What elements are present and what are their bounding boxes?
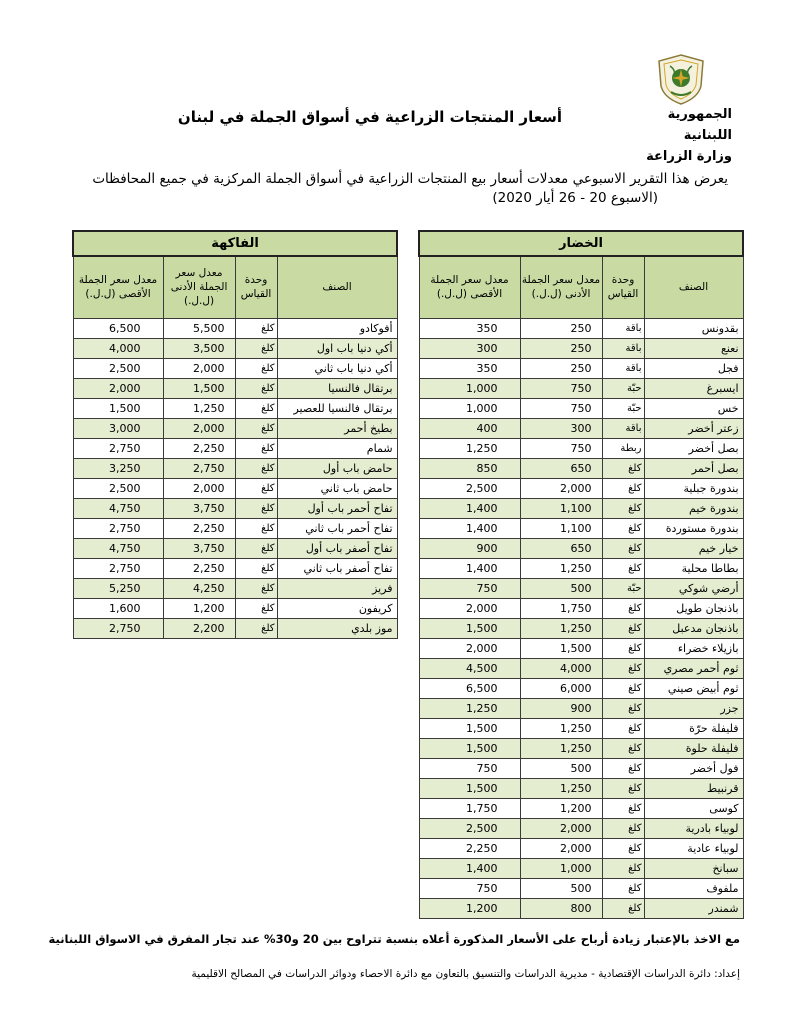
vegetable-row — [419, 458, 743, 478]
vegetable-row — [419, 338, 743, 358]
item-name: خيار خيم — [644, 538, 743, 558]
max-price: 1,600 — [73, 598, 163, 618]
max-price: 750 — [419, 758, 520, 778]
max-price: 750 — [419, 578, 520, 598]
item-name: أكي دنيا باب اول — [277, 338, 397, 358]
vegetable-row — [419, 518, 743, 538]
item-unit: كلغ — [602, 498, 644, 518]
vegetable-row — [419, 558, 743, 578]
item-unit: كلغ — [235, 358, 277, 378]
min-price: 1,250 — [520, 618, 602, 638]
item-name: نعنع — [644, 338, 743, 358]
item-unit: كلغ — [235, 458, 277, 478]
item-unit: كلغ — [602, 738, 644, 758]
max-price: 2,000 — [419, 598, 520, 618]
max-price: 2,500 — [73, 478, 163, 498]
max-price: 4,750 — [73, 498, 163, 518]
item-unit: كلغ — [235, 518, 277, 538]
min-price: 500 — [520, 878, 602, 898]
vegetable-row — [419, 638, 743, 658]
item-name: بطاطا محلية — [644, 558, 743, 578]
vegetable-row — [419, 658, 743, 678]
item-unit: كلغ — [235, 418, 277, 438]
min-price: 2,000 — [163, 478, 235, 498]
min-price: 800 — [520, 898, 602, 918]
max-price: 4,000 — [73, 338, 163, 358]
item-name: بصل أحمر — [644, 458, 743, 478]
item-name: ثوم أبيض صيني — [644, 678, 743, 698]
item-name: أرضي شوكي — [644, 578, 743, 598]
max-price: 1,250 — [419, 438, 520, 458]
item-unit: حبّة — [602, 378, 644, 398]
vegetable-row — [419, 758, 743, 778]
item-unit: كلغ — [602, 898, 644, 918]
item-unit: كلغ — [602, 718, 644, 738]
ministry-title: وزارة الزراعة — [646, 149, 732, 164]
max-price: 6,500 — [73, 318, 163, 338]
vegetable-row — [419, 818, 743, 838]
item-name: بطيخ أحمر — [277, 418, 397, 438]
max-price: 900 — [419, 538, 520, 558]
vegetable-row — [419, 358, 743, 378]
item-name: تفاح أصفر باب ثاني — [277, 558, 397, 578]
item-name: ثوم أحمر مصري — [644, 658, 743, 678]
fruit-row — [73, 618, 397, 638]
max-price: 3,250 — [73, 458, 163, 478]
max-price: 350 — [419, 358, 520, 378]
item-unit: كلغ — [235, 438, 277, 458]
fruit-row — [73, 378, 397, 398]
min-price: 1,200 — [163, 598, 235, 618]
item-name: بندورة خيم — [644, 498, 743, 518]
item-unit: كلغ — [602, 458, 644, 478]
item-name: أفوكادو — [277, 318, 397, 338]
min-price: 1,200 — [520, 798, 602, 818]
max-price: 2,500 — [73, 358, 163, 378]
fruit-row — [73, 478, 397, 498]
vegetable-row — [419, 438, 743, 458]
min-price: 2,000 — [520, 818, 602, 838]
min-price: 4,250 — [163, 578, 235, 598]
max-price: 2,750 — [73, 518, 163, 538]
max-price: 6,500 — [419, 678, 520, 698]
item-name: لوبياء بادرية — [644, 818, 743, 838]
min-price: 250 — [520, 358, 602, 378]
min-price: 3,500 — [163, 338, 235, 358]
max-price: 2,750 — [73, 558, 163, 578]
item-unit: كلغ — [235, 498, 277, 518]
max-price: 2,000 — [73, 378, 163, 398]
max-price: 1,400 — [419, 518, 520, 538]
item-name: بندورة مستوردة — [644, 518, 743, 538]
max-price: 750 — [419, 878, 520, 898]
min-price: 1,500 — [520, 638, 602, 658]
fruit-row — [73, 438, 397, 458]
item-name: باذنجان طويل — [644, 598, 743, 618]
item-name: كريفون — [277, 598, 397, 618]
max-price: 1,500 — [419, 618, 520, 638]
min-price: 1,500 — [163, 378, 235, 398]
item-unit: كلغ — [602, 598, 644, 618]
min-price: 1,750 — [520, 598, 602, 618]
intro-text: يعرض هذا التقرير الاسبوعي معدلات أسعار بيع المنتجات الزراعية في أسواق الجملة المركزية في جميع المحافظات — [92, 171, 728, 187]
fruit-row — [73, 498, 397, 518]
max-price: 3,000 — [73, 418, 163, 438]
max-price: 4,500 — [419, 658, 520, 678]
max-price: 300 — [419, 338, 520, 358]
item-unit: كلغ — [602, 758, 644, 778]
max-price: 1,500 — [419, 718, 520, 738]
max-price: 1,500 — [73, 398, 163, 418]
item-name: برتقال فالنسيا — [277, 378, 397, 398]
column-header-item: الصنف — [644, 256, 743, 318]
item-unit: كلغ — [235, 398, 277, 418]
fruit-row — [73, 418, 397, 438]
min-price: 1,250 — [520, 718, 602, 738]
retail-margin-note: مع الاخذ بالإعتبار زيادة أرباح على الأسعار المذكورة أعلاه بنسبة تتراوح بين 20 و30% عند تجار المفرق في الاسواق اللبنانية — [48, 932, 740, 946]
fruit-row — [73, 578, 397, 598]
item-name: بندورة جبلية — [644, 478, 743, 498]
vegetable-row — [419, 838, 743, 858]
item-name: حامض باب ثاني — [277, 478, 397, 498]
item-unit: كلغ — [602, 878, 644, 898]
item-unit: كلغ — [235, 538, 277, 558]
max-price: 2,750 — [73, 618, 163, 638]
min-price: 2,000 — [520, 478, 602, 498]
fruit-row — [73, 338, 397, 358]
item-unit: ربطة — [602, 438, 644, 458]
vegetable-row — [419, 318, 743, 338]
max-price: 1,400 — [419, 558, 520, 578]
min-price: 1,100 — [520, 518, 602, 538]
item-unit: كلغ — [602, 638, 644, 658]
min-price: 1,250 — [520, 558, 602, 578]
item-unit: كلغ — [235, 338, 277, 358]
vegetable-row — [419, 698, 743, 718]
vegetable-row — [419, 578, 743, 598]
item-name: بازيلاء خضراء — [644, 638, 743, 658]
min-price: 750 — [520, 378, 602, 398]
column-header-min: معدل سعر الجملة الأدنى (ل.ل.) — [520, 256, 602, 318]
item-unit: كلغ — [602, 658, 644, 678]
vegetable-row — [419, 478, 743, 498]
item-name: باذنجان مدعبل — [644, 618, 743, 638]
min-price: 3,750 — [163, 498, 235, 518]
item-name: بقدونس — [644, 318, 743, 338]
item-unit: كلغ — [235, 478, 277, 498]
max-price: 2,500 — [419, 818, 520, 838]
fruit-row — [73, 518, 397, 538]
item-unit: كلغ — [235, 598, 277, 618]
fruit-row — [73, 398, 397, 418]
vegetables-title: الخضار — [419, 231, 743, 256]
vegetable-row — [419, 538, 743, 558]
item-unit: كلغ — [602, 818, 644, 838]
item-name: كوسى — [644, 798, 743, 818]
column-header-max: معدل سعر الجملة الأقصى (ل.ل.) — [419, 256, 520, 318]
report-week: (الاسبوع 20 - 26 أيار 2020) — [492, 190, 658, 206]
min-price: 650 — [520, 538, 602, 558]
min-price: 500 — [520, 758, 602, 778]
item-unit: كلغ — [235, 578, 277, 598]
min-price: 750 — [520, 438, 602, 458]
min-price: 1,000 — [520, 858, 602, 878]
max-price: 1,000 — [419, 398, 520, 418]
item-unit: كلغ — [602, 538, 644, 558]
min-price: 1,250 — [520, 778, 602, 798]
vegetable-row — [419, 858, 743, 878]
vegetable-row — [419, 618, 743, 638]
item-unit: حبّة — [602, 398, 644, 418]
min-price: 2,000 — [163, 418, 235, 438]
min-price: 500 — [520, 578, 602, 598]
column-header-min: معدل سعر الجملة الأدنى (ل.ل.) — [163, 256, 235, 318]
item-name: شمندر — [644, 898, 743, 918]
item-name: تفاح أحمر باب ثاني — [277, 518, 397, 538]
item-unit: باقة — [602, 338, 644, 358]
vegetable-row — [419, 718, 743, 738]
vegetable-row — [419, 738, 743, 758]
vegetable-row — [419, 598, 743, 618]
max-price: 2,250 — [419, 838, 520, 858]
max-price: 1,200 — [419, 898, 520, 918]
column-header-max: معدل سعر الجملة الأقصى (ل.ل.) — [73, 256, 163, 318]
item-unit: كلغ — [602, 618, 644, 638]
max-price: 1,250 — [419, 698, 520, 718]
fruit-row — [73, 558, 397, 578]
vegetable-row — [419, 398, 743, 418]
column-header-item: الصنف — [277, 256, 397, 318]
item-unit: كلغ — [602, 518, 644, 538]
item-name: بصل أخضر — [644, 438, 743, 458]
item-unit: كلغ — [602, 858, 644, 878]
min-price: 2,000 — [163, 358, 235, 378]
min-price: 650 — [520, 458, 602, 478]
item-unit: كلغ — [602, 838, 644, 858]
item-name: ملفوف — [644, 878, 743, 898]
item-unit: كلغ — [602, 678, 644, 698]
item-name: أكي دنيا باب ثاني — [277, 358, 397, 378]
max-price: 1,500 — [419, 778, 520, 798]
vegetable-row — [419, 898, 743, 918]
max-price: 350 — [419, 318, 520, 338]
fruits-body — [73, 318, 397, 638]
column-header-unit: وحدة القياس — [235, 256, 277, 318]
vegetable-row — [419, 378, 743, 398]
item-unit: كلغ — [602, 778, 644, 798]
max-price: 1,400 — [419, 858, 520, 878]
item-unit: باقة — [602, 318, 644, 338]
min-price: 2,000 — [520, 838, 602, 858]
fruits-title: الفاكهة — [73, 231, 397, 256]
fruit-row — [73, 538, 397, 558]
min-price: 5,500 — [163, 318, 235, 338]
item-name: خس — [644, 398, 743, 418]
min-price: 1,250 — [163, 398, 235, 418]
ministry-emblem-icon — [654, 52, 708, 106]
item-name: سبانخ — [644, 858, 743, 878]
item-name: جزر — [644, 698, 743, 718]
min-price: 250 — [520, 318, 602, 338]
max-price: 850 — [419, 458, 520, 478]
vegetable-row — [419, 498, 743, 518]
item-name: برتقال فالنسيا للعصير — [277, 398, 397, 418]
min-price: 250 — [520, 338, 602, 358]
item-unit: كلغ — [235, 378, 277, 398]
min-price: 6,000 — [520, 678, 602, 698]
min-price: 2,250 — [163, 438, 235, 458]
column-header-unit: وحدة القياس — [602, 256, 644, 318]
item-name: شمام — [277, 438, 397, 458]
item-name: فول أخضر — [644, 758, 743, 778]
vegetables-table — [418, 230, 744, 919]
vegetable-row — [419, 798, 743, 818]
item-unit: كلغ — [235, 318, 277, 338]
min-price: 2,250 — [163, 558, 235, 578]
vegetable-row — [419, 418, 743, 438]
min-price: 900 — [520, 698, 602, 718]
min-price: 300 — [520, 418, 602, 438]
min-price: 1,100 — [520, 498, 602, 518]
report-intro — [68, 170, 728, 208]
ministry-name — [622, 104, 732, 167]
min-price: 3,750 — [163, 538, 235, 558]
item-name: فليفلة حرّة — [644, 718, 743, 738]
fruit-row — [73, 458, 397, 478]
fruit-row — [73, 318, 397, 338]
min-price: 1,250 — [520, 738, 602, 758]
vegetables-body — [419, 318, 743, 918]
item-unit: كلغ — [602, 798, 644, 818]
vegetable-row — [419, 878, 743, 898]
item-name: تفاح أصفر باب أول — [277, 538, 397, 558]
min-price: 2,200 — [163, 618, 235, 638]
item-name: لوبياء عادية — [644, 838, 743, 858]
item-name: ايسبرغ — [644, 378, 743, 398]
item-name: فجل — [644, 358, 743, 378]
item-name: فريز — [277, 578, 397, 598]
max-price: 5,250 — [73, 578, 163, 598]
item-unit: كلغ — [235, 618, 277, 638]
fruit-row — [73, 358, 397, 378]
max-price: 400 — [419, 418, 520, 438]
fruit-row — [73, 598, 397, 618]
item-name: تفاح أحمر باب أول — [277, 498, 397, 518]
max-price: 2,500 — [419, 478, 520, 498]
item-name: فليفلة حلوة — [644, 738, 743, 758]
max-price: 1,400 — [419, 498, 520, 518]
page-title: أسعار المنتجات الزراعية في أسواق الجملة في لبنان — [177, 108, 563, 126]
item-name: موز بلدي — [277, 618, 397, 638]
item-unit: باقة — [602, 358, 644, 378]
item-name: قرنبيط — [644, 778, 743, 798]
item-unit: كلغ — [235, 558, 277, 578]
prepared-by-footer: إعداد: دائرة الدراسات الإقتصادية - مديرية الدراسات والتنسيق بالتعاون مع دائرة الاحصاء ودوائر الدراسات في المصالح الاقليمية — [191, 968, 740, 980]
item-name: زعتر أخضر — [644, 418, 743, 438]
vegetable-row — [419, 778, 743, 798]
min-price: 750 — [520, 398, 602, 418]
max-price: 4,750 — [73, 538, 163, 558]
min-price: 2,750 — [163, 458, 235, 478]
item-unit: كلغ — [602, 478, 644, 498]
fruits-table — [72, 230, 398, 639]
item-name: حامض باب أول — [277, 458, 397, 478]
country-name: الجمهورية اللبنانية — [667, 107, 732, 143]
item-unit: كلغ — [602, 698, 644, 718]
max-price: 2,000 — [419, 638, 520, 658]
vegetable-row — [419, 678, 743, 698]
max-price: 1,750 — [419, 798, 520, 818]
item-unit: باقة — [602, 418, 644, 438]
min-price: 2,250 — [163, 518, 235, 538]
max-price: 1,500 — [419, 738, 520, 758]
max-price: 2,750 — [73, 438, 163, 458]
item-unit: حبّة — [602, 578, 644, 598]
min-price: 4,000 — [520, 658, 602, 678]
max-price: 1,000 — [419, 378, 520, 398]
item-unit: كلغ — [602, 558, 644, 578]
